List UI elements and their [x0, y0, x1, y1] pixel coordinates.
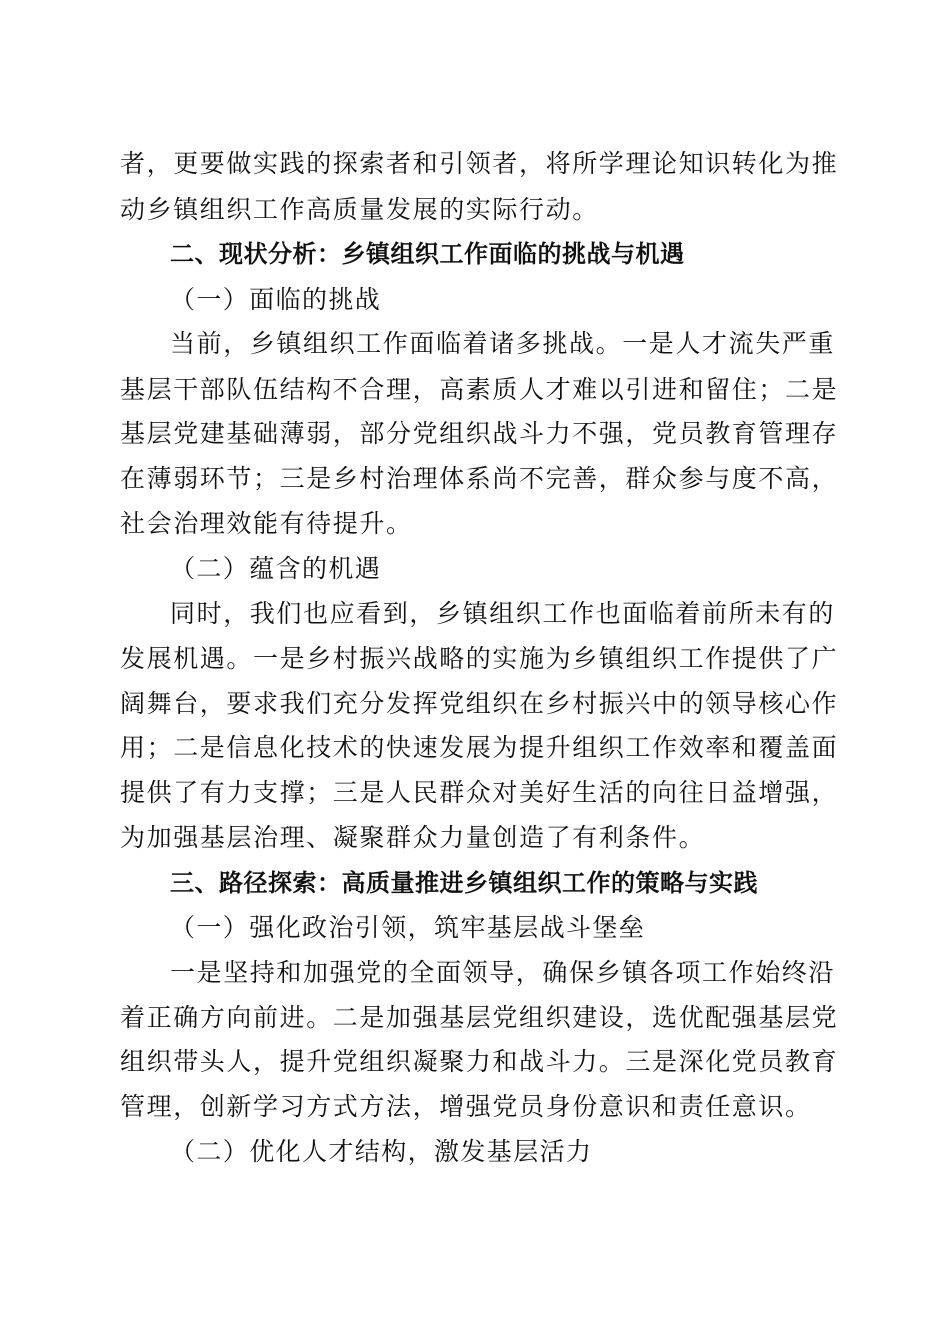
- paragraph-line: 组织带头人，提升党组织凝聚力和战斗力。三是深化党员教育: [120, 1047, 839, 1076]
- paragraph-line: 用；二是信息化技术的快速发展为提升组织工作效率和覆盖面: [120, 733, 839, 762]
- paragraph-line: 提供了有力支撑；三是人民群众对美好生活的向往日益增强，: [120, 778, 839, 807]
- paragraph-line: 基层干部队伍结构不合理，高素质人才难以引进和留住；二是: [120, 375, 839, 404]
- paragraph-line: 一是坚持和加强党的全面领导，确保乡镇各项工作始终沿: [170, 958, 836, 987]
- section-heading-3: 三、路径探索：高质量推进乡镇组织工作的策略与实践: [170, 869, 758, 897]
- subheading-opportunities: （二）蕴含的机遇: [170, 554, 382, 583]
- paragraph-line: 为加强基层治理、凝聚群众力量创造了有利条件。: [120, 823, 706, 852]
- paragraph-line: 着正确方向前进。二是加强基层党组织建设，选优配强基层党: [120, 1003, 839, 1032]
- paragraph-line: 动乡镇组织工作高质量发展的实际行动。: [120, 195, 599, 224]
- paragraph-line: 在薄弱环节；三是乡村治理体系尚不完善，群众参与度不高，: [120, 464, 839, 493]
- subheading-talent-structure: （二）优化人才结构，激发基层活力: [170, 1137, 593, 1166]
- paragraph-line: 者，更要做实践的探索者和引领者，将所学理论知识转化为推: [120, 149, 839, 178]
- paragraph-line: 基层党建基础薄弱，部分党组织战斗力不强，党员教育管理存: [120, 419, 839, 448]
- subheading-political-guidance: （一）强化政治引领，筑牢基层战斗堡垒: [170, 913, 646, 942]
- paragraph-line: 发展机遇。一是乡村振兴战略的实施为乡镇组织工作提供了广: [120, 644, 839, 673]
- subheading-challenges: （一）面临的挑战: [170, 285, 382, 314]
- paragraph-line: 当前，乡镇组织工作面临着诸多挑战。一是人才流失严重: [170, 329, 836, 358]
- paragraph-line: 阔舞台，要求我们充分发挥党组织在乡村振兴中的领导核心作: [120, 689, 839, 718]
- section-heading-2: 二、现状分析：乡镇组织工作面临的挑战与机遇: [170, 240, 685, 268]
- paragraph-line: 同时，我们也应看到，乡镇组织工作也面临着前所未有的: [170, 599, 836, 628]
- paragraph-line: 社会治理效能有待提升。: [120, 509, 413, 538]
- paragraph-line: 管理，创新学习方式方法，增强党员身份意识和责任意识。: [120, 1092, 812, 1121]
